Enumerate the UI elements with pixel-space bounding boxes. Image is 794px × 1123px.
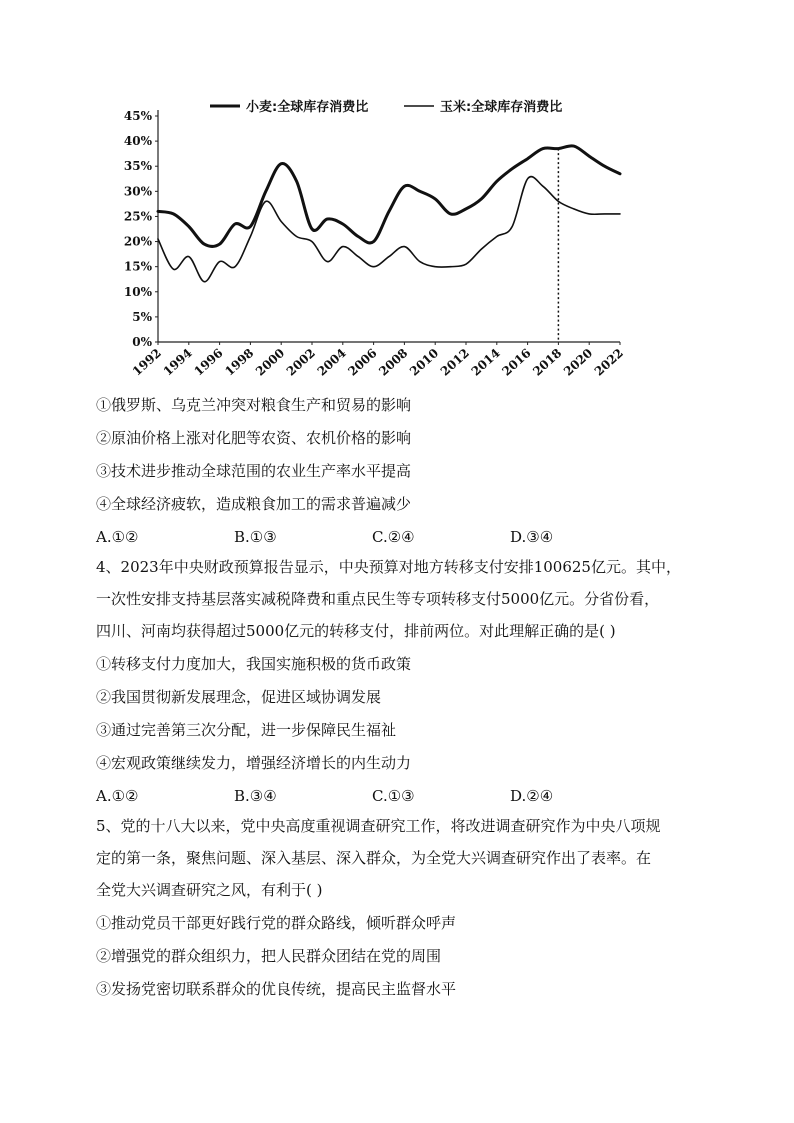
q5-stem-line: 全党大兴调查研究之风，有利于( )	[96, 881, 323, 899]
x-tick-label: 2020	[561, 345, 596, 379]
q3-option-d[interactable]: D.③④	[510, 528, 554, 546]
x-tick-label: 1998	[222, 345, 257, 379]
legend-label: 小麦:全球库存消费比	[246, 100, 369, 115]
q3-item-2: ②原油价格上涨对化肥等农资、农机价格的影响	[96, 429, 412, 447]
x-tick-label: 2010	[407, 345, 442, 379]
x-tick-label: 2004	[314, 345, 349, 379]
legend-label: 玉米:全球库存消费比	[440, 100, 563, 115]
x-tick-label: 2016	[499, 345, 534, 379]
x-tick-label: 2000	[253, 345, 288, 379]
y-tick-label: 25%	[123, 209, 152, 224]
q4-item-1: ①转移支付力度加大，我国实施积极的货币政策	[96, 655, 412, 673]
q5-stem-line: 5、党的十八大以来，党中央高度重视调查研究工作，将改进调查研究作为中央八项规	[96, 817, 661, 835]
q3-item-3: ③技术进步推动全球范围的农业生产率水平提高	[96, 462, 412, 480]
q4-option-c[interactable]: C.①③	[372, 787, 415, 805]
x-tick-label: 1994	[160, 345, 195, 379]
x-tick-label: 2008	[376, 345, 411, 379]
x-tick-label: 2018	[530, 345, 565, 379]
x-tick-label: 2006	[345, 345, 380, 379]
x-tick-label: 2012	[437, 345, 473, 379]
q5-stem-line: 定的第一条，聚焦问题、深入基层、深入群众，为全党大兴调查研究作出了表率。在	[96, 849, 652, 867]
x-tick-label: 2022	[591, 345, 627, 379]
q4-option-d[interactable]: D.②④	[510, 787, 554, 805]
y-tick-label: 45%	[123, 109, 152, 123]
q4-stem-line: 一次性安排支持基层落实减税降费和重点民生等专项转移支付5000亿元。分省份看，	[96, 590, 660, 608]
y-tick-label: 15%	[123, 259, 152, 274]
q4-item-4: ④宏观政策继续发力，增强经济增长的内生动力	[96, 754, 412, 772]
q4-option-b[interactable]: B.③④	[234, 787, 277, 805]
q3-option-c[interactable]: C.②④	[372, 528, 415, 546]
x-tick-label: 2002	[283, 345, 319, 379]
y-tick-label: 20%	[123, 234, 152, 249]
y-tick-label: 35%	[123, 159, 152, 174]
x-tick-label: 1996	[191, 345, 226, 379]
q4-item-3: ③通过完善第三次分配，进一步保障民生福祉	[96, 721, 397, 739]
y-tick-label: 40%	[123, 134, 152, 149]
y-tick-label: 10%	[123, 284, 152, 299]
stock-consumption-ratio-chart	[118, 92, 638, 384]
series-line-corn	[158, 177, 620, 282]
q4-stem	[96, 551, 698, 647]
y-tick-label: 0%	[132, 335, 152, 349]
q4-stem-line: 4、2023年中央财政预算报告显示，中央预算对地方转移支付安排100625亿元。其中，	[96, 558, 681, 576]
q3-option-b[interactable]: B.①③	[234, 528, 277, 546]
q3-option-a[interactable]: A.①②	[96, 528, 139, 546]
q5-item-1: ①推动党员干部更好践行党的群众路线，倾听群众呼声	[96, 914, 457, 932]
series-line-wheat	[158, 146, 620, 247]
q4-stem-line: 四川、河南均获得超过5000亿元的转移支付，排前两位。对此理解正确的是( )	[96, 622, 616, 640]
q5-stem	[96, 810, 698, 906]
y-tick-label: 30%	[123, 184, 152, 199]
q3-item-1: ①俄罗斯、乌克兰冲突对粮食生产和贸易的影响	[96, 396, 412, 414]
x-tick-label: 2014	[468, 345, 503, 379]
y-tick-label: 5%	[132, 309, 152, 324]
x-tick-label: 1992	[129, 345, 165, 379]
q4-option-a[interactable]: A.①②	[96, 787, 139, 805]
q3-item-4: ④全球经济疲软，造成粮食加工的需求普遍减少	[96, 495, 412, 513]
q4-item-2: ②我国贯彻新发展理念，促进区域协调发展	[96, 688, 382, 706]
q5-item-2: ②增强党的群众组织力，把人民群众团结在党的周围	[96, 947, 442, 965]
q5-item-3: ③发扬党密切联系群众的优良传统，提高民主监督水平	[96, 980, 457, 998]
